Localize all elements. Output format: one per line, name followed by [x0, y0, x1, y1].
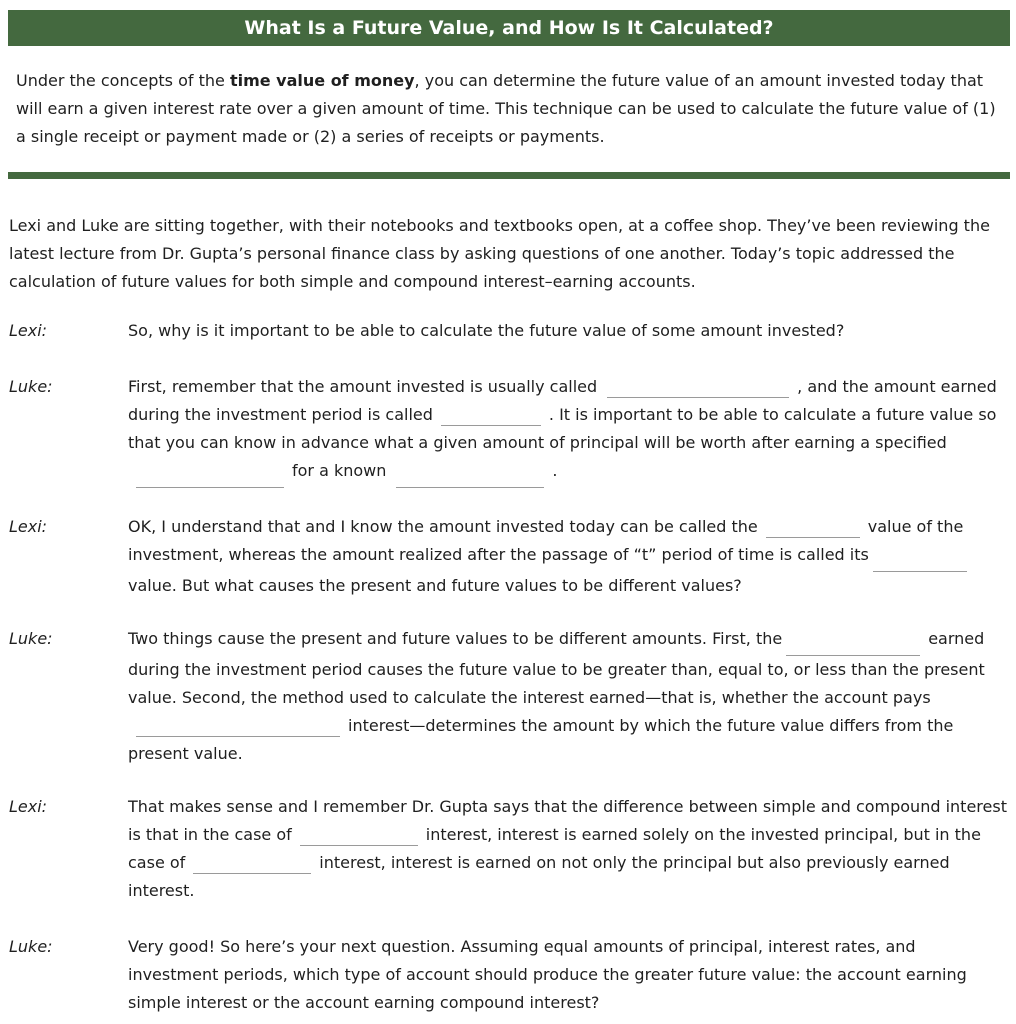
scenario-paragraph: Lexi and Luke are sitting together, with their notebooks and textbooks open, at a coffee shop. They’ve been reviewing the latest lecture from Dr. Gupta’s personal finance class by asking questions of one another. Today’s topic addressed the calculation of future values for both simple and compound interest–earning accounts. — [9, 216, 990, 291]
speech-segment: value of the investment, whereas the amount realized after the passage of “t” period of time is called its — [128, 517, 964, 564]
speech-segment: . — [552, 461, 558, 480]
speaker-label: Luke: — [9, 937, 53, 956]
intro-text-2: , you can determine the future value of an amount invested today that will earn a given interest rate over a given amount of time. This technique can be used to calculate the future value of (1) a single receipt or payment made or (2) a series of receipts or payments. — [16, 71, 996, 146]
speech-segment: interest—determines the amount by which the future value differs from the present value. — [128, 716, 954, 763]
speech-segment: interest, interest is earned solely on the invested principal, but in the case of — [128, 825, 981, 872]
speech-segment: value. But what causes the present and future values to be different values? — [128, 576, 742, 595]
speaker-label: Luke: — [9, 629, 53, 648]
speech-segment: First, remember that the amount invested is usually called — [128, 377, 598, 396]
answer-blank-compound[interactable] — [193, 853, 311, 874]
answer-blank-interest[interactable] — [441, 405, 541, 426]
speech-text — [128, 373, 1008, 488]
page-title: What Is a Future Value, and How Is It Calculated? — [8, 10, 1010, 46]
speech-segment: OK, I understand that and I know the amount invested today can be called the — [128, 517, 758, 536]
intro-box — [16, 67, 1006, 151]
intro-bold-term: time value of money — [229, 71, 415, 90]
answer-blank-interest-type[interactable] — [136, 716, 340, 737]
speech-segment: That makes sense and I remember Dr. Gupta says that the difference between simple and compound interest is that in the case of — [128, 797, 1007, 844]
speaker-label: Luke: — [9, 377, 53, 396]
answer-blank-rate[interactable] — [136, 467, 284, 488]
speaker-label: Lexi: — [9, 797, 48, 816]
answer-blank-present[interactable] — [766, 517, 860, 538]
speech-text — [128, 793, 1008, 905]
intro-text-1: Under the concepts of the — [16, 71, 230, 90]
speech-segment: interest, interest is earned on not only the principal but also previously earned interest. — [128, 853, 950, 900]
speech-text — [128, 625, 1008, 768]
answer-blank-interest-rate[interactable] — [786, 635, 920, 656]
speaker-label: Lexi: — [9, 321, 48, 340]
speech-text — [128, 513, 1008, 600]
speech-segment: earned during the investment period causes the future value to be greater than, equal to, or less than the present value. Second, the method used to calculate the interest earned—that is, whether the account pays — [128, 629, 985, 707]
speech-segment: for a known — [292, 461, 387, 480]
speech-segment: Very good! So here’s your next question. Assuming equal amounts of principal, interest rates, and investment periods, which type of account should produce the greater future value: the account earning simple interest or the account earning compound interest? — [128, 937, 967, 1012]
speech-segment: . It is important to be able to calculate a future value so that you can know in advance what a given amount of principal will be worth after earning a specified — [128, 405, 997, 452]
speech-text — [128, 933, 1008, 1017]
answer-blank-principal[interactable] — [607, 377, 789, 398]
speech-segment: , and the amount earned during the investment period is called — [128, 377, 997, 424]
answer-blank-future[interactable] — [873, 551, 967, 572]
speech-text — [128, 317, 1008, 345]
answer-blank-simple[interactable] — [300, 825, 418, 846]
answer-blank-period[interactable] — [396, 467, 544, 488]
speech-segment: So, why is it important to be able to calculate the future value of some amount invested? — [128, 321, 845, 340]
speaker-label: Lexi: — [9, 517, 48, 536]
section-divider — [8, 172, 1010, 179]
speech-segment: Two things cause the present and future values to be different amounts. First, the — [128, 629, 783, 648]
